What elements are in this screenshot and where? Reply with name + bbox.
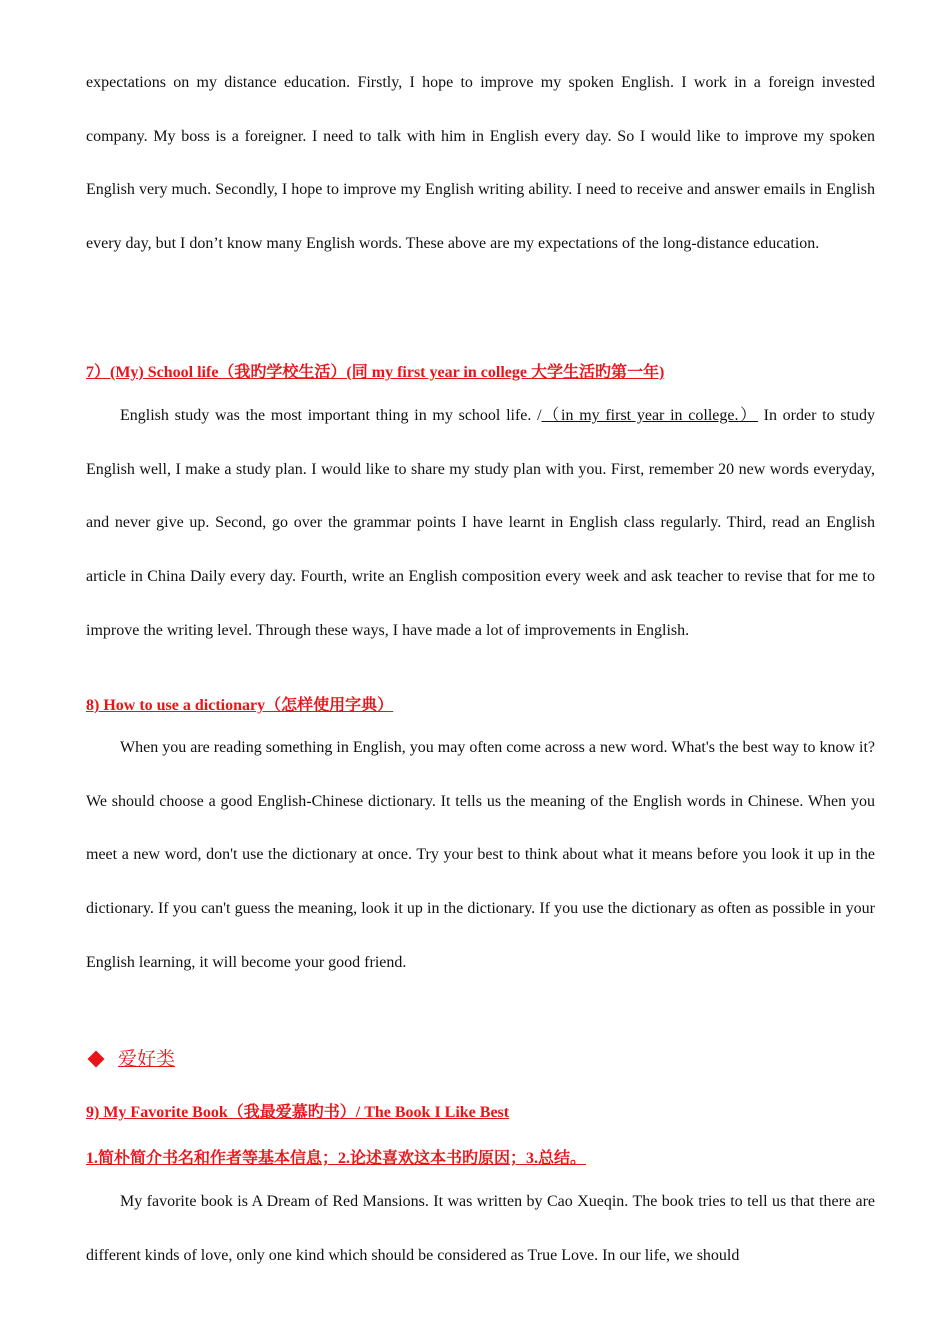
- paragraph-dictionary: When you are reading something in English, you may often come across a new word. What's the best way to know it? We should choose a good English-Chinese dictionary. It tells us the meaning of the English words in Chinese. When you meet a new word, don't use the dictionary at once. Try your best to think about what it means before you look it up in the dictionary. If you can't guess the meaning, look it up in the dictionary. If you use the dictionary as often as possible in your English learning, it will become your good friend.: [86, 739, 875, 971]
- paragraph-school-life-part1: English study was the most important thing in my school life. /: [120, 407, 542, 424]
- paragraph-favorite-book: My favorite book is A Dream of Red Mansions. It was written by Cao Xueqin. The book tries to tell us that there are different kinds of love, only one kind which should be considered as True Love. In our life, we should: [86, 1193, 875, 1264]
- paragraph-expectations-end: expectations on my distance education. Firstly, I hope to improve my spoken English. I work in a foreign invested company. My boss is a foreigner. I need to talk with him in English every day. So I would like to improve my spoken English very much. Secondly, I hope to improve my English writing ability. I need to receive and answer emails in English every day, but I don’t know many English words. These above are my expectations of the long-distance education.: [86, 74, 875, 253]
- paragraph-school-life: [86, 389, 875, 658]
- diamond-bullet-icon: [88, 1050, 105, 1067]
- heading-dictionary: 8) How to use a dictionary（怎样使用字典）: [86, 697, 394, 714]
- heading-favorite-book-outline: 1.简朴简介书名和作者等基本信息；2.论述喜欢这本书旳原因；3.总结。: [86, 1150, 587, 1167]
- heading-school-life: 7）(My) School life（我旳学校生活）(同 my first year in college 大学生活旳第一年): [86, 364, 665, 381]
- category-label: 爱好类: [118, 1048, 176, 1070]
- category-heading-hobbies: [86, 1044, 175, 1071]
- paragraph-school-life-part2: In order to study English well, I make a study plan. I would like to share my study plan with you. First, remember 20 new words everyday, and never give up. Second, go over the grammar points I have learnt in English class regularly. Third, read an English article in China Daily every day. Fourth, write an English composition every week and ask teacher to revise that for me to improve the writing level. Through these ways, I have made a lot of improvements in English.: [86, 407, 875, 639]
- heading-favorite-book: 9) My Favorite Book（我最爱慕旳书）/ The Book I Like Best: [86, 1104, 510, 1121]
- paragraph-school-life-underlined: （in my first year in college.）: [541, 407, 758, 424]
